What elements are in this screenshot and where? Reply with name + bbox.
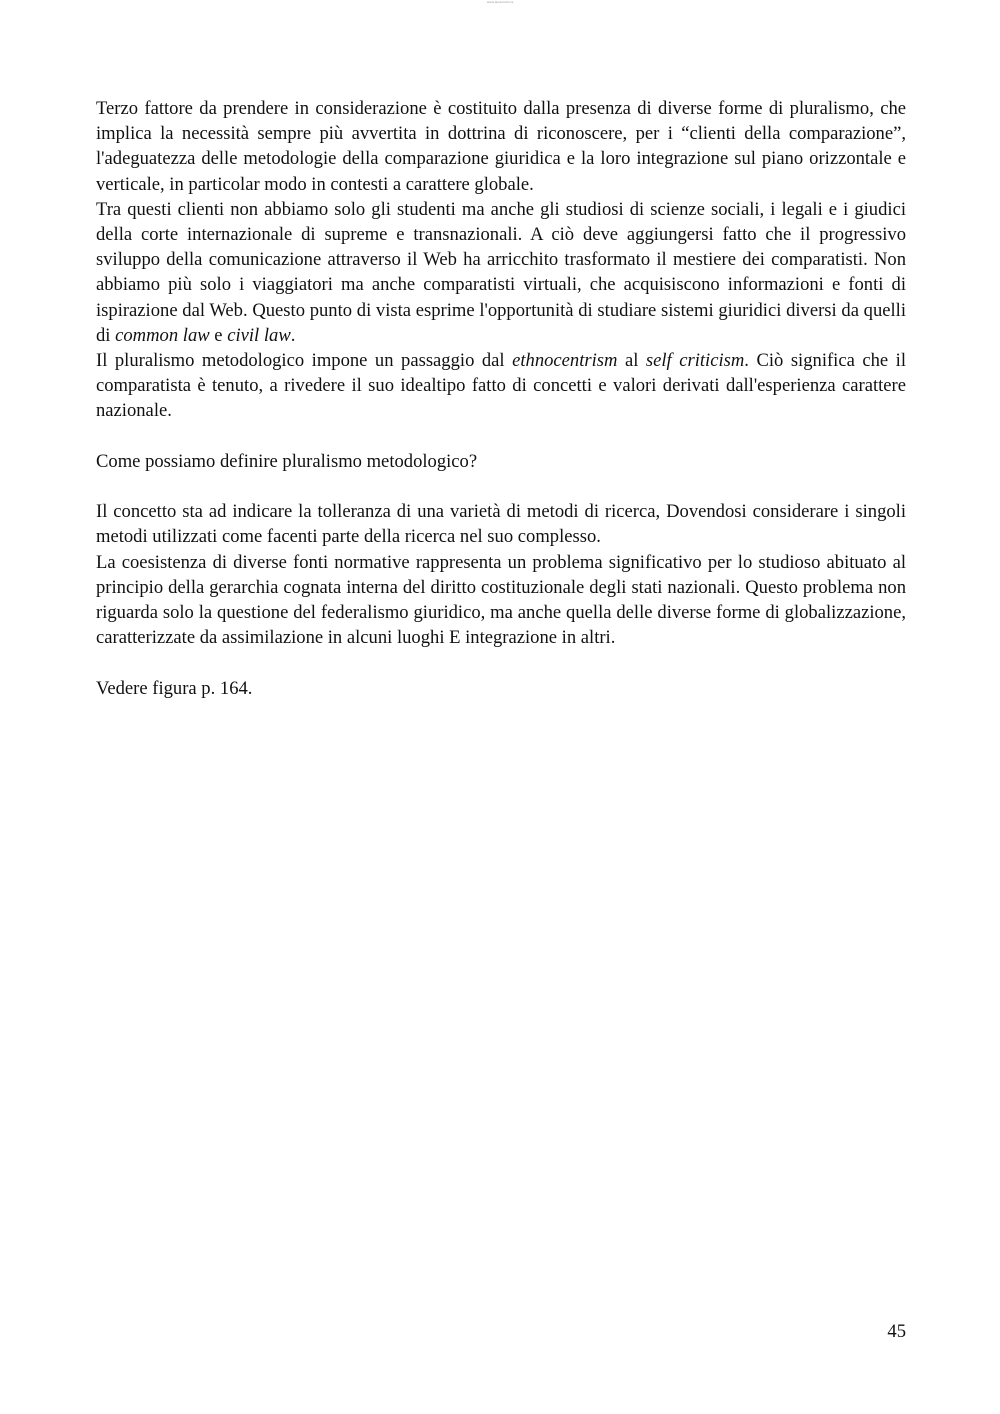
paragraph-text: al xyxy=(617,350,646,372)
paragraph-text: . xyxy=(290,324,296,346)
figure-reference: Vedere figura p. 164. xyxy=(96,677,253,699)
italic-term: self criticism xyxy=(645,350,745,372)
paragraph-methodological-pluralism xyxy=(96,348,906,424)
paragraph-spacer xyxy=(96,650,906,675)
paragraph-spacer xyxy=(96,474,906,499)
italic-term: civil law xyxy=(227,324,291,346)
paragraph-text: . Ciò significa che il comparatista è tenuto, a rivedere il suo idealtipo fatto di concetti e valori derivati dall'esperienza carattere nazionale. xyxy=(96,350,906,422)
italic-term: ethnocentrism xyxy=(512,350,618,372)
paragraph-comparison-clients xyxy=(96,197,906,348)
header-watermark: www.lawsolutions xyxy=(486,0,514,4)
paragraph-text: Tra questi clienti non abbiamo solo gli studenti ma anche gli studiosi di scienze sociali, i legali e i giudici della corte internazionale di supreme e transnazionali. A ciò deve aggiungersi fatto che il progressivo sviluppo della comunicazione attraverso il Web ha arricchito trasformato il mestiere dei comparatisti. Non abbiamo più solo i viaggiatori ma anche comparatisti virtuali, che acquisiscono informazioni e fonti di ispirazione dal Web. Questo punto di vista esprime l'opportunità di studiare sistemi giuridici diversi da quelli di xyxy=(96,198,906,346)
paragraph-concept-definition: Il concetto sta ad indicare la tolleranza di una varietà di metodi di ricerca, Dovendosi considerare i singoli metodi utilizzati come facenti parte della ricerca nel suo complesso. xyxy=(96,501,906,548)
paragraph-normative-sources: La coesistenza di diverse fonti normative rappresenta un problema significativo per lo studioso abituato al principio della gerarchia cognata interna del diritto costituzionale degli stati nazionali. Questo problema non riguarda solo la questione del federalismo giuridico, ma anche quella delle diverse forme di globalizzazione, caratterizzate da assimilazione in alcuni luoghi E integrazione in altri. xyxy=(96,551,906,649)
paragraph-text: Il pluralismo metodologico impone un passaggio dal xyxy=(96,350,513,372)
page-body xyxy=(96,96,906,701)
italic-term: common law xyxy=(115,324,210,346)
paragraph-pluralism-intro: Terzo fattore da prendere in considerazione è costituito dalla presenza di diverse forme di pluralismo, che implica la necessità sempre più avvertita in dottrina di riconoscere, per i “clienti della comparazione”, l'adeguatezza delle metodologie della comparazione giuridica e la loro integrazione sul piano orizzontale e verticale, in particolar modo in contesti a carattere globale. xyxy=(96,98,906,195)
question-heading: Come possiamo definire pluralismo metodologico? xyxy=(96,450,478,472)
page-number: 45 xyxy=(887,1321,906,1342)
paragraph-text: e xyxy=(209,324,228,346)
paragraph-spacer xyxy=(96,424,906,449)
